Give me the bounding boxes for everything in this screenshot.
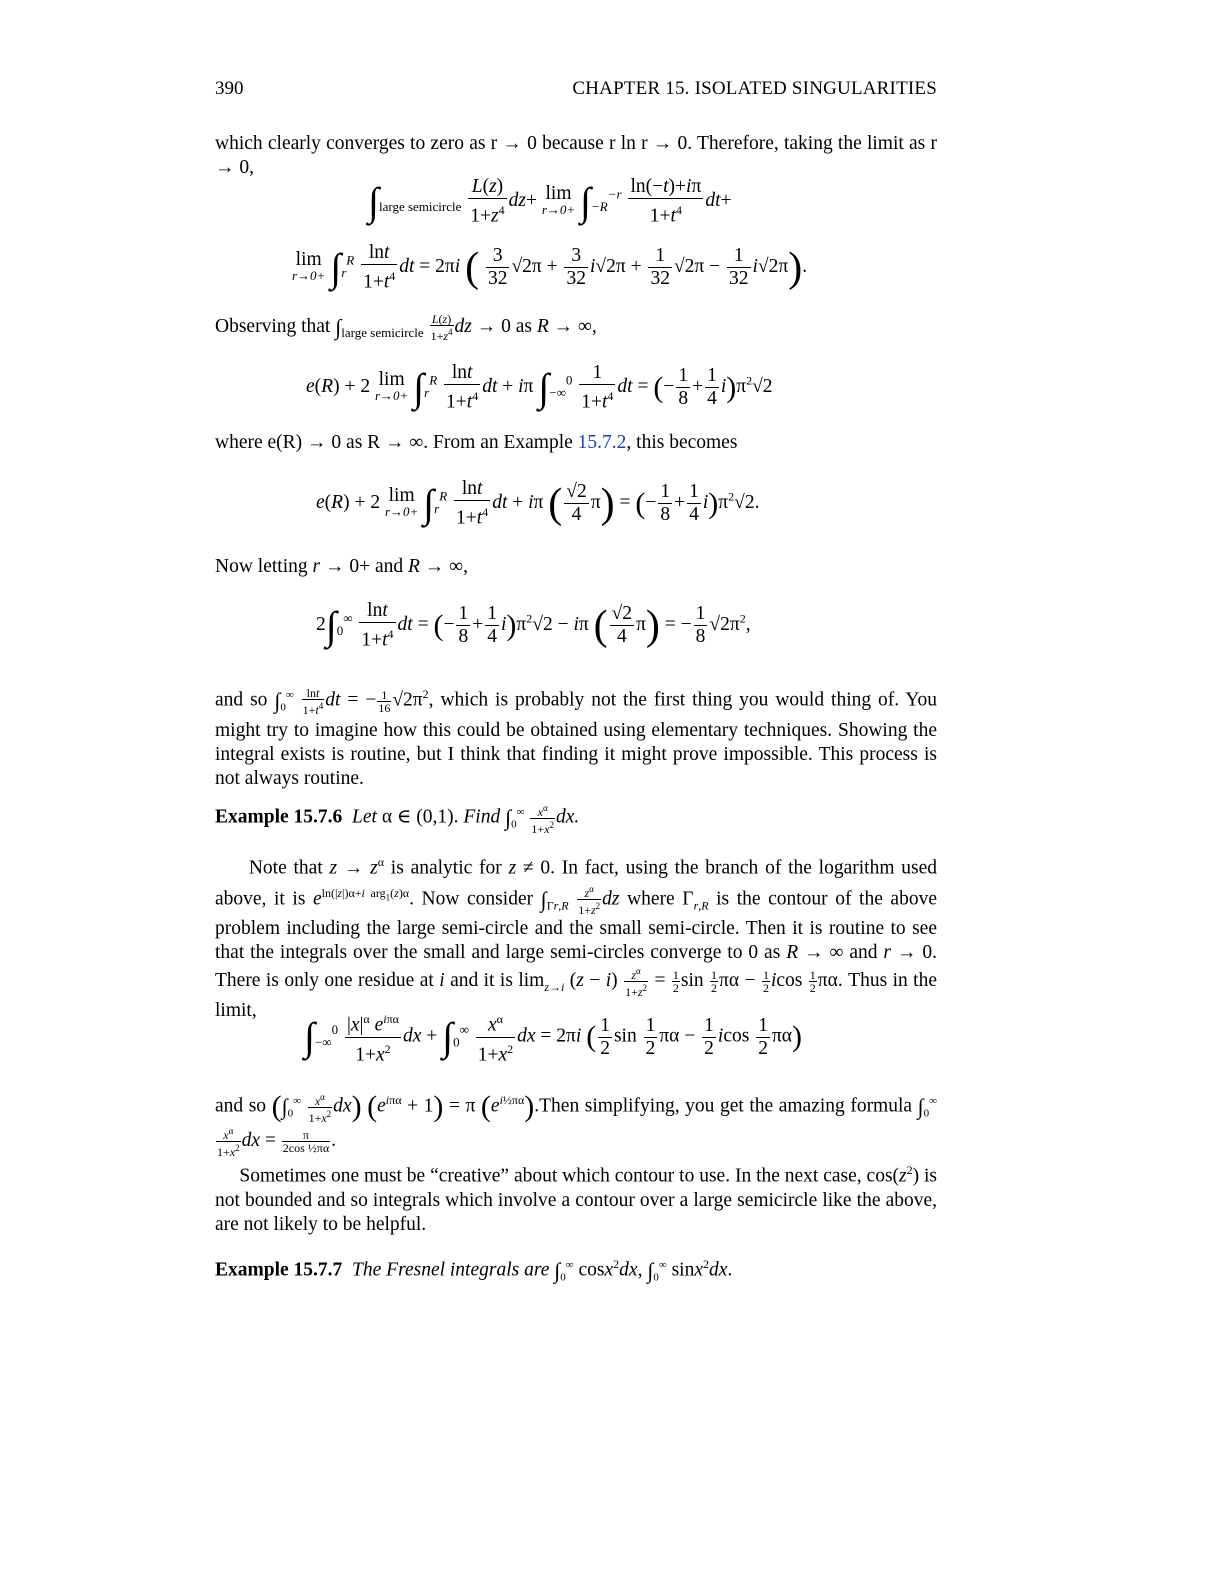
equation-alpha: $\int_{-\infty}^0$ $\frac{|x|^\alpha e^{i\pi\alpha}}{1+x^2}$ dx + $\int_0^\infty$ $\frac{x^\alpha}{1+x^2}$ dx = 2πi ( $\frac{1}{2}$ sin $\frac{1}{2}$ πα − $\frac{1}{2}$ icos $\frac{1}{2}$ πα) (304, 1008, 802, 1066)
paragraph-8: Sometimes one must be “creative” about which contour to use. In the next case, $\cos(z^2)$ is not bounded and so integrals which involve a contour over a large semicircle like the above, are not likely to be helpful. (215, 1163, 938, 1235)
example-15-7-6: Example 15.7.6 Let α ∈ (0,1). Find $\int_0^\infty$ $\frac{x^\alpha}{1+x^2}$ dx. (215, 802, 580, 836)
paragraph-1-text: which clearly converges to zero as r → 0 because r ln r → 0. Therefore, taking the limit as r → 0, (215, 133, 937, 178)
paragraph-5: and so $\int_0^\infty$ $\frac{\ln t}{1+t^4}$ dt = − $\frac{1}{16}$ $√2\pi^2$, which is probably not the first thing you would thing of. You might try to imagine how this could be obtained using elementary techniques. Showing the integral exists is routine, but I think that finding it might prove impossible. This process is not always routine. (215, 685, 938, 790)
paragraph-3-tail: , this becomes (626, 432, 738, 453)
example-link[interactable]: 15.7.2 (577, 432, 627, 453)
chapter-title: CHAPTER 15. ISOLATED SINGULARITIES (572, 78, 937, 99)
equation-e-of-r-1: e(R) + 2 lim r→0+ $\int_r^R$ $\frac{\ln t}{1+t^4}$ dt + iπ $\int_{-\infty}^0$ $\frac{1}{1+t^4}$ dt = (− $\frac{1}{8}$ + $\frac{1}{4}$ $i)\pi^2√2$ (306, 362, 773, 413)
equation-limit-1: $\int_{large semicircle}$ $\frac{L(z)}{1+z^4}$ dz+ lim r→0+ $\int_{-R}^{-r}$ $\frac{\ln(-t)+i\pi}{1+t^4}$ dt+ (368, 176, 732, 227)
example-label: Example 15.7.6 (215, 806, 343, 828)
example-label-2: Example 15.7.7 (215, 1259, 343, 1281)
page-number: 390 (215, 78, 244, 99)
paragraph-3-text: where e(R) → 0 as R → ∞. From an Example (215, 432, 578, 453)
equation-e-of-r-2: e(R) + 2 lim r→0+ $\int_r^R$ $\frac{\ln t}{1+t^4}$ dt + iπ ( $\frac{√2}{4}$ π) = (− $\frac{1}{8}$ + $\frac{1}{4}$ $i)\pi^2√2$. (316, 478, 760, 529)
equation-limit-2: lim r→0+ $\int_r^R$ $\frac{\ln t}{1+t^4}$ dt = 2πi ( $\frac{3}{32}$ √2π + $\frac{3}{32}$ i√2π + $\frac{1}{32}$ √2π − $\frac{1}{32}$ i√2π). (292, 242, 808, 293)
paragraph-7: and so ($\int_0^\infty$ $\frac{x^\alpha}{1+x^2}$ dx) $(e^{i\pi\alpha} + 1) = \pi$ $(e^{i\frac{1}{2}\pi\alpha}).Then$ simplifying, you get the amazing formula $\int_0^\infty$ $\frac{x^\alpha}{1+x^2}$ dx = $\frac{\pi}{\text{2cos ½πα}}$ . (215, 1090, 937, 1160)
equation-result: $2\int_0^\infty$ $\frac{\ln t}{1+t^4}$ dt = (− $\frac{1}{8}$ + $\frac{1}{4}$ $i)\pi^2√2 - i\pi$ ( $\frac{√2}{4}$ π) = − $\frac{1}{8}$ $√2\pi^2$, (316, 600, 751, 651)
paragraph-1 (215, 132, 937, 180)
example-15-7-7: Example 15.7.7 The Fresnel integrals are $\int_0^\infty$ cosx$^2$dx, $\int_0^\infty$ sinx$^2$dx. (215, 1257, 733, 1284)
paragraph-4: Now letting r → 0+ and R → ∞, (215, 556, 468, 577)
paragraph-6: Note that $z \to z^\alpha$ is analytic for z ≠ 0. In fact, using the branch of the logarithm used above, it is $e^{ln(|z|)\alpha+i arg_1(z)\alpha}$. Now consider $\int_{\Gamma r,R}$ $\frac{z^\alpha}{1+z^2}$ dz where $\Gamma_{r,R}$ is the contour of the above problem including the large semi-circle and the small semi-circle. Then it is routine to see that the integrals over the small and large semi-circles converge to 0 as R → ∞ and r → 0. There is only one residue at i and it is $\lim_{z\to i} (z - i)$ $\frac{z^\alpha}{1+z^2}$ = $\frac{1}{2}$ sin $\frac{1}{2}$ πα − $\frac{1}{2}$ icos $\frac{1}{2}$ πα. Thus in the limit, (215, 855, 938, 1021)
paragraph-2: Observing that $\int_{large semicircle}$ $\frac{L(z)}{1+z^4}$ dz → 0 as R → ∞, (215, 312, 597, 343)
paragraph-3 (215, 431, 937, 455)
